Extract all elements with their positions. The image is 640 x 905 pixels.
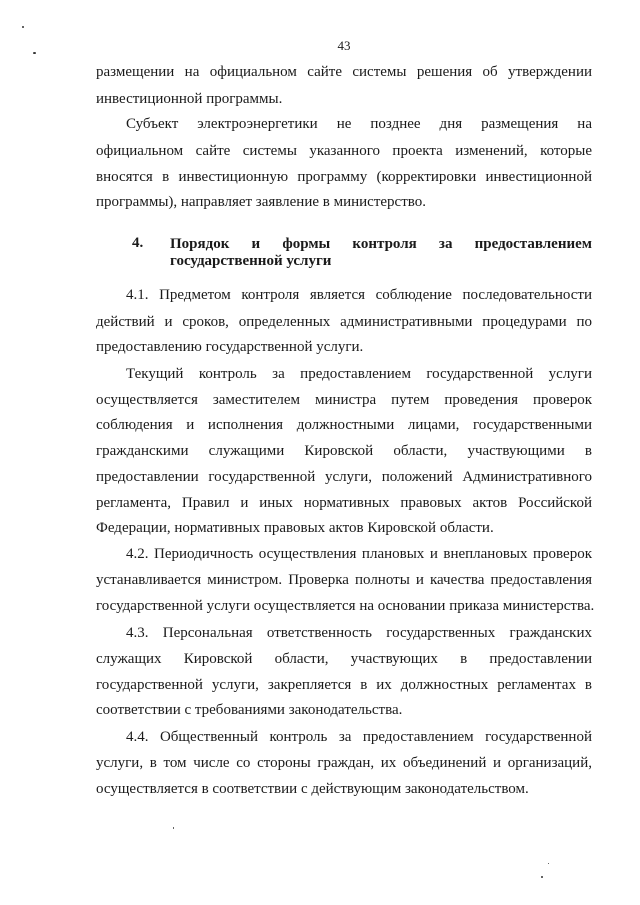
text-line: Федерации, нормативных правовых актов Кировской области. [96,520,494,536]
page-number: 43 [337,38,351,53]
text-line: Текущий контроль за предоставлением государственной услуги [126,366,592,382]
text-line: 4.2. Периодичность осуществления плановых и внеплановых проверок [126,546,592,562]
scan-speck [548,863,549,864]
text-line: предоставлении государственной услуги, положений Административного [96,469,592,485]
text-line: государственной услуги осуществляется на основании приказа министерства. [96,598,595,614]
section-title-line: государственной услуги [170,253,332,269]
text-line: 4.3. Персональная ответственность государственных гражданских [126,625,592,641]
text-line: официальном сайте системы указанного проекта изменений, которые [96,143,592,159]
text-line: регламента, Правил и иных нормативных правовых актов Российской [96,495,592,511]
text-line: соблюдения и исполнения должностными лицами, государственными [96,417,592,433]
text-line: государственной услуги, закрепляется в их должностных регламентах в [96,677,592,693]
text-line: соответствии с требованиями законодательства. [96,702,403,718]
scan-speck [33,52,36,54]
text-line: действий и сроков, определенных административными процедурами по [96,314,592,330]
text-line: 4.1. Предметом контроля является соблюдение последовательности [126,287,592,303]
text-line: 4.4. Общественный контроль за предоставлением государственной [126,729,592,745]
text-line: устанавливается министром. Проверка полноты и качества предоставления [96,572,592,588]
text-line: предоставлению государственной услуги. [96,339,364,355]
text-line: осуществляется в соответствии с действующим законодательством. [96,781,529,797]
section-title-line: Порядок и формы контроля за предоставлением [170,236,592,252]
text-line: осуществляется заместителем министра путем проведения проверок [96,392,592,408]
text-line: служащих Кировской области, участвующих в предоставлении [96,651,592,667]
text-line: инвестиционной программы. [96,91,283,107]
scan-speck [22,26,24,28]
section-number: 4. [132,235,144,251]
scan-speck [541,876,543,878]
scan-speck [173,827,174,829]
text-line: услуги, в том числе со стороны граждан, их объединений и организаций, [96,755,592,771]
text-line: гражданскими служащими Кировской области, участвующими в [96,443,592,459]
text-line: Субъект электроэнергетики не позднее дня размещения на [126,116,592,132]
text-line: вносятся в инвестиционную программу (корректировки инвестиционной [96,169,592,185]
text-line: программы), направляет заявление в министерство. [96,194,426,210]
text-line: размещении на официальном сайте системы решения об утверждении [96,64,592,80]
